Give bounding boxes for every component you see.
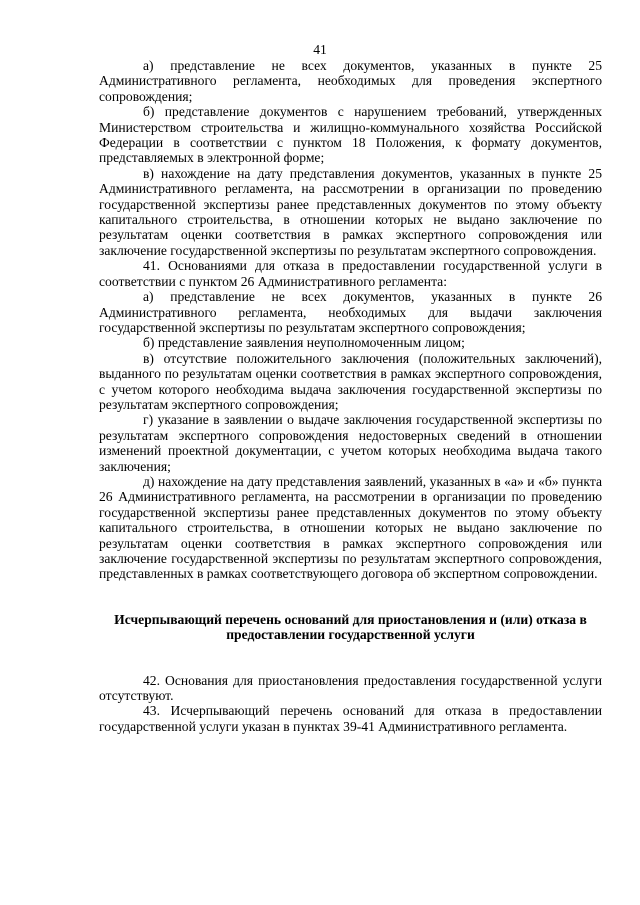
paragraph-41: 41. Основаниями для отказа в предоставлении государственной услуги в соответствии с пунктом 26 Административного регламента:	[99, 258, 602, 289]
paragraph-42: 42. Основания для приостановления предоставления государственной услуги отсутствуют.	[99, 672, 602, 704]
paragraph-40b: б) представление документов с нарушением требований, утвержденных Министерством строительства и жилищно-коммунального хозяйства Российской Федерации в соответствии с пунктом 18 Положения, к формату документов, представляемых в электронной форме;	[99, 104, 602, 166]
paragraph-41v: в) отсутствие положительного заключения (положительных заключений), выданного по результатам оценки соответствия в рамках экспертного сопровождения, с учетом которого необходима выдача заключения государственной экспертизы по результатам экспертного сопровождения;	[99, 350, 602, 412]
page-number: 41	[313, 42, 327, 57]
paragraph-41g: г) указание в заявлении о выдаче заключения государственной экспертизы по результатам экспертного сопровождения недостоверных сведений в отношении изменений проектной документации, с учетом которых необходима выдача такого заключения;	[99, 412, 602, 474]
document-body	[99, 58, 602, 734]
section-heading: Исчерпывающий перечень оснований для приостановления и (или) отказа в предоставлении государственной услуги	[114, 611, 587, 643]
paragraph-40a: а) представление не всех документов, указанных в пункте 25 Административного регламента, необходимых для проведения экспертного сопровождения;	[99, 58, 602, 104]
paragraph-41d: д) нахождение на дату представления заявлений, указанных в «а» и «б» пункта 26 Административного регламента, на рассмотрении в организации по проведению государственной экспертизы ранее представленных документов по этому объекту капитального строительства, в отношении которых не выдано заключение по результатам оценки соответствия в рамках экспертного сопровождения или заключение государственной экспертизы по результатам экспертного сопровождения, представленных в рамках соответствующего договора об экспертном сопровождении.	[99, 473, 602, 582]
paragraph-40v: в) нахождение на дату представления документов, указанных в пункте 25 Административного регламента, на рассмотрении в организации по проведению государственной экспертизы ранее представленных документов по этому объекту капитального строительства, в отношении которых не выдано заключение по результатам оценки соответствия в рамках экспертного сопровождения или заключение государственной экспертизы по результатам экспертного сопровождения.	[99, 165, 602, 258]
paragraph-41a: а) представление не всех документов, указанных в пункте 26 Административного регламента, необходимых для выдачи заключения государственной экспертизы по результатам экспертного сопровождения;	[99, 289, 602, 335]
paragraph-43: 43. Исчерпывающий перечень оснований для отказа в предоставлении государственной услуги указан в пунктах 39-41 Административного регламента.	[99, 703, 602, 734]
paragraph-41b: б) представление заявления неуполномоченным лицом;	[143, 335, 465, 351]
